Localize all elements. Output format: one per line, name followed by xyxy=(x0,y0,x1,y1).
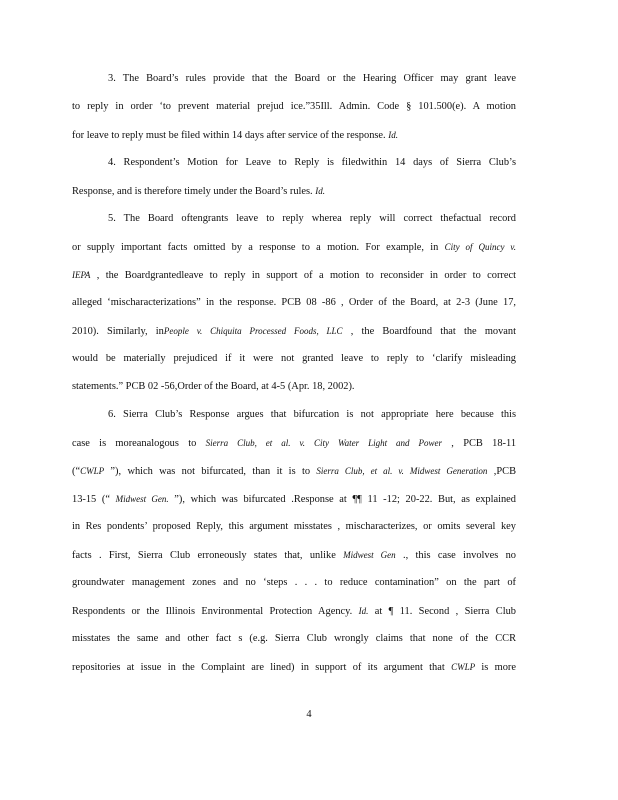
text-run: or supply important facts omitted by a response to a motion. For example, in xyxy=(72,242,445,253)
text-run: ,PCB xyxy=(487,466,516,477)
text-line xyxy=(72,520,516,534)
italic-citation: Midwest Gen xyxy=(343,550,396,560)
text-line xyxy=(72,576,516,590)
italic-citation: Id. xyxy=(388,130,398,140)
text-run: groundwater management zones and no ‘steps . . . to reduce contamination” on the part of xyxy=(72,577,516,588)
text-run: Respondents or the Illinois Environmental Protection Agency. xyxy=(72,606,359,617)
text-run: repositories at issue in the Complaint are lined) in support of its argument that xyxy=(72,662,452,673)
text-line xyxy=(72,464,516,479)
text-line xyxy=(108,408,516,422)
text-run: , PCB 18-11 xyxy=(442,438,517,449)
text-line xyxy=(72,604,516,619)
text-run: 2010). Similarly, in xyxy=(72,326,164,337)
text-run: statements.” PCB 02 -56,Order of the Board, at 4-5 (Apr. 18, 2002). xyxy=(72,381,355,392)
italic-citation: People v. Chiquita Processed Foods, LLC xyxy=(163,326,343,336)
text-line xyxy=(72,352,516,366)
text-run: at ¶ 11. Second , Sierra Club xyxy=(368,606,516,617)
text-line xyxy=(72,296,516,310)
text-line xyxy=(108,72,516,86)
text-run: 4. Respondent’s Motion for Leave to Reply is filedwithin 14 days of Sierra Club’s xyxy=(108,157,516,168)
text-run: is more xyxy=(475,662,516,673)
italic-citation: Id. xyxy=(358,606,369,616)
text-line xyxy=(108,212,516,226)
text-line xyxy=(72,128,398,143)
text-line xyxy=(72,660,516,675)
text-line xyxy=(72,436,516,451)
text-run: Response, and is therefore timely under the Board’s rules. xyxy=(72,186,316,197)
text-line xyxy=(72,380,355,394)
text-run: misstates the same and other fact s (e.g. Sierra Club wrongly claims that none of the CCR xyxy=(72,633,516,644)
text-run: facts . First, Sierra Club erroneously states that, unlike xyxy=(72,550,344,561)
text-run: 6. Sierra Club’s Response argues that bifurcation is not appropriate here because this xyxy=(108,409,516,420)
text-run: 13-15 (“ xyxy=(72,494,116,505)
italic-citation: CWLP xyxy=(80,466,105,476)
text-line xyxy=(72,100,516,114)
page-number: 4 xyxy=(306,709,312,720)
text-line xyxy=(108,156,516,170)
text-run: ”), which was not bifurcated, than it is to xyxy=(104,466,317,477)
text-run: 5. The Board oftengrants leave to reply wherea reply will correct thefactual record xyxy=(108,213,516,224)
text-run: ”), which was bifurcated .Response at ¶¶ 11 -12; 20-22. But, as explained xyxy=(168,494,516,505)
text-run: for leave to reply must be filed within 14 days after service of the response. xyxy=(72,130,389,141)
text-line xyxy=(72,548,516,563)
text-run: case is moreanalogous to xyxy=(72,438,206,449)
text-line xyxy=(72,240,516,255)
italic-citation: Id. xyxy=(315,186,326,196)
text-run: would be materially prejudiced if it were not granted leave to reply to ‘clarify misleading xyxy=(72,353,516,364)
text-line xyxy=(72,324,516,339)
text-line xyxy=(72,492,516,507)
italic-citation: CWLP xyxy=(451,662,476,672)
text-run: in Res pondents’ proposed Reply, this argument misstates , mischaracterizes, or omits several key xyxy=(72,521,516,532)
italic-citation: Sierra Club, et al. v. City Water Light and Power xyxy=(205,438,442,448)
text-line xyxy=(72,268,516,283)
italic-citation: IEPA xyxy=(72,270,91,280)
italic-citation: Sierra Club, et al. v. Midwest Generation xyxy=(316,466,488,476)
text-run: ., this case involves no xyxy=(395,550,516,561)
text-run: alleged ‘mischaracterizations” in the response. PCB 08 -86 , Order of the Board, at 2-3 (June 17, xyxy=(72,297,516,308)
text-run: 3. The Board’s rules provide that the Board or the Hearing Officer may grant leave xyxy=(108,73,516,84)
text-line xyxy=(72,184,325,199)
text-run: (“ xyxy=(72,466,81,477)
text-run: , the Boardgrantedleave to reply in support of a motion to reconsider in order to correct xyxy=(90,270,516,281)
italic-citation: Midwest Gen. xyxy=(115,494,169,504)
italic-citation: City of Quincy v. xyxy=(444,242,516,252)
text-run: to reply in order ‘to prevent material prejud ice.”35Ill. Admin. Code § 101.500(e). A motion xyxy=(72,101,516,112)
text-run: , the Boardfound that the movant xyxy=(342,326,516,337)
text-line xyxy=(72,632,516,646)
